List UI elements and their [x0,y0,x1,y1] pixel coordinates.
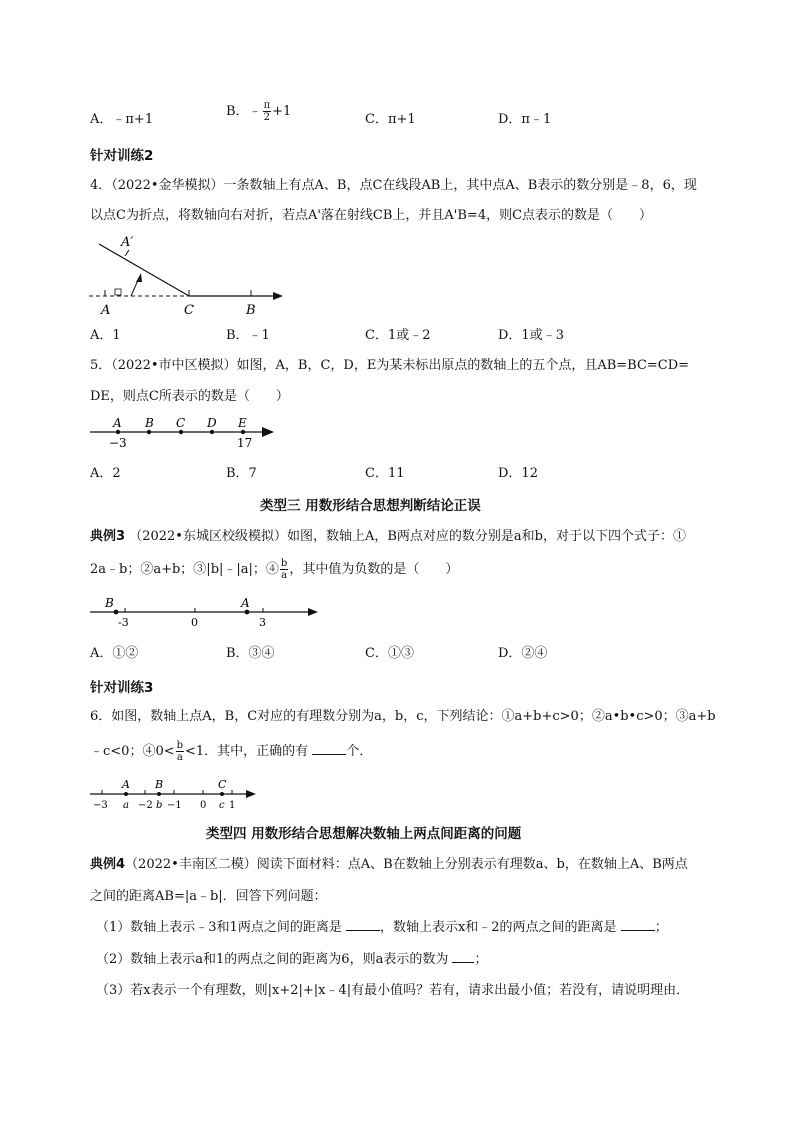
fraction-numerator: b [280,558,288,569]
ex4-part2 [96,950,487,969]
ex3-option-b: B．③④ [226,646,275,661]
ex4-part2-blank[interactable] [452,950,474,963]
point-c [220,792,224,796]
ex4-line1-text: （2022•丰南区二模）阅读下面材料：点A、B在数轴上分别表示有理数a、b，在数轴上A、B两点 [125,857,688,872]
q3-option-d: D．π﹣1 [498,112,552,127]
arrow-head [262,427,274,437]
q6-line2-end: 个． [346,744,373,759]
fraction-denominator: a [176,752,183,763]
value-a: −3 [109,436,127,450]
section-title-train3: 针对训练3 [90,680,154,696]
label-a-prime: A′ [121,235,134,250]
ex3-line2-pre: 2a﹣b；②a+b；③|b|﹣|a|；④ [90,562,279,577]
ex3-line1 [90,528,686,546]
ex3-option-d: D．②④ [498,646,548,661]
ex4-part2-a: （2）数轴上表示a和1的两点之间的距离为6，则a表示的数为 [96,952,453,967]
sub-b: b [156,800,163,810]
section-title-type4: 类型四 用数形结合思想解决数轴上两点间距离的问题 [206,826,522,842]
ex4-part1 [96,918,668,937]
ex4-part1-blank2[interactable] [621,918,655,931]
tick-label-neg3: −3 [93,800,108,810]
q3-option-c: C．π+1 [365,112,416,127]
q3-option-b: B．﹣ $\frac{\pi}{2}$ +1 [226,100,292,123]
label-b: B [145,416,154,430]
q6-answer-blank[interactable] [312,742,346,755]
ex3-line2-post: ，其中值为负数的是（ ） [289,562,459,577]
ex4-line1 [90,856,688,874]
q4-line1: 4．（2022•金华模拟）一条数轴上有点A、B，点C在线段AB上，其中点A、B表示的数分别是﹣8，6，现 [90,178,697,193]
q6-line2 [90,740,372,763]
arrow-head [308,608,318,616]
q4-line2: 以点C为折点，将数轴向右对折，若点A'落在射线CB上，并且A'B=4，则C点表示的数是（ ） [90,208,653,223]
q4-option-c: C．1或﹣2 [365,328,431,343]
label-b: B [105,596,114,610]
ex3-label: 典例3 [90,529,126,544]
tick-a-prime [125,250,129,256]
q5-option-b: B．7 [226,466,257,481]
ex4-line2: 之间的距离AB=|a﹣b|．回答下列问题： [90,889,327,904]
fraction-denominator: a [281,570,288,581]
ex4-part2-b: ； [474,952,488,967]
tick-label-neg1: −1 [167,800,182,810]
q5-line1: 5．（2022•市中区模拟）如图，A，B，C，D，E为某未标出原点的数轴上的五个点，且AB=BC=CD= [90,358,690,373]
q4-option-a: A．1 [90,328,121,343]
fraction-numerator: π [263,100,271,111]
label-c: C [184,303,194,318]
ex4-part1-b: ，数轴上表示x和﹣2的两点之间的距离是 [379,920,621,935]
arrow-head [273,292,283,300]
point-b [157,792,161,796]
label-d: D [207,416,217,430]
fraction-numerator: b [176,740,184,751]
q6-number-line [88,774,258,810]
label-a: A [122,778,130,791]
tick-label-neg2: −2 [138,800,153,810]
q6-line2-post: <1．其中，正确的有 [185,744,313,759]
point-a [124,792,128,796]
ex4-part3: （3）若x表示一个有理数，则|x+2|+|x﹣4|有最小值吗？若有，请求出最小值；若没有，请说明理由． [96,983,690,998]
q4-fold-diagram [85,232,295,318]
q4-option-d: D．1或﹣3 [498,328,564,343]
label-b: B [246,303,256,318]
right-angle-mark [115,289,121,295]
value-e: 17 [237,436,253,450]
q3-option-b-prefix: B． [226,104,249,119]
q3-option-a: A．﹣π+1 [90,112,154,127]
ex3-option-a: A．①② [90,646,139,661]
ex3-option-c: C．①③ [365,646,414,661]
label-c: C [176,416,186,430]
tick-label-neg3: -3 [118,616,129,629]
arrow-head [246,790,256,798]
q5-option-c: C．11 [365,466,405,481]
q6-line1: 6．如图，数轴上点A，B，C对应的有理数分别为a，b，c，下列结论：①a+b+c>0；②a•b•c>0；③a+b [90,709,716,724]
point-c [179,430,183,434]
ex3-fraction [280,558,288,581]
label-c: C [218,778,227,791]
point-a [116,430,120,434]
q5-number-line [88,414,278,454]
q4-option-b: B．﹣1 [226,328,270,343]
point-b [147,430,151,434]
ex4-part1-a: （1）数轴上表示﹣3和1两点之间的距离是 [96,920,346,935]
section-title-train2: 针对训练2 [90,148,154,164]
point-d [210,430,214,434]
section-title-type3: 类型三 用数形结合思想判断结论正误 [260,498,481,514]
tick-label-1: 1 [229,800,236,810]
q5-option-a: A．2 [90,466,121,481]
sub-a: a [123,800,129,810]
tick-label-0: 0 [200,800,207,810]
point-a [245,610,250,615]
label-e: E [238,416,247,430]
label-a: A [241,596,250,610]
point-b [114,610,119,615]
ex3-line2 [90,558,458,581]
q6-fraction [176,740,184,763]
ex3-line1-text: （2022•东城区校级模拟）如图，数轴上A，B两点对应的数分别是a和b，对于以下四个式子：① [129,529,686,544]
label-b: B [155,778,164,791]
fold-arrow-head [136,273,142,282]
folded-ray [99,244,189,296]
q3-option-b-fraction [263,100,272,123]
q6-line2-pre: ﹣c<0；④0< [90,744,175,759]
tick-label-3: 3 [259,616,266,629]
label-a: A [101,303,111,318]
ex4-part1-c: ； [654,920,668,935]
label-a: A [113,416,122,430]
q5-line2: DE，则点C所表示的数是（ ） [90,389,289,404]
q5-option-d: D．12 [498,466,538,481]
sub-c: c [219,800,225,810]
tick-label-0: 0 [191,616,198,629]
fraction-denominator: 2 [263,112,271,123]
q3-option-b-suffix: +1 [272,104,292,119]
point-e [241,430,245,434]
ex4-part1-blank1[interactable] [346,918,380,931]
ex4-label: 典例4 [90,857,126,872]
ex3-number-line [88,594,323,630]
